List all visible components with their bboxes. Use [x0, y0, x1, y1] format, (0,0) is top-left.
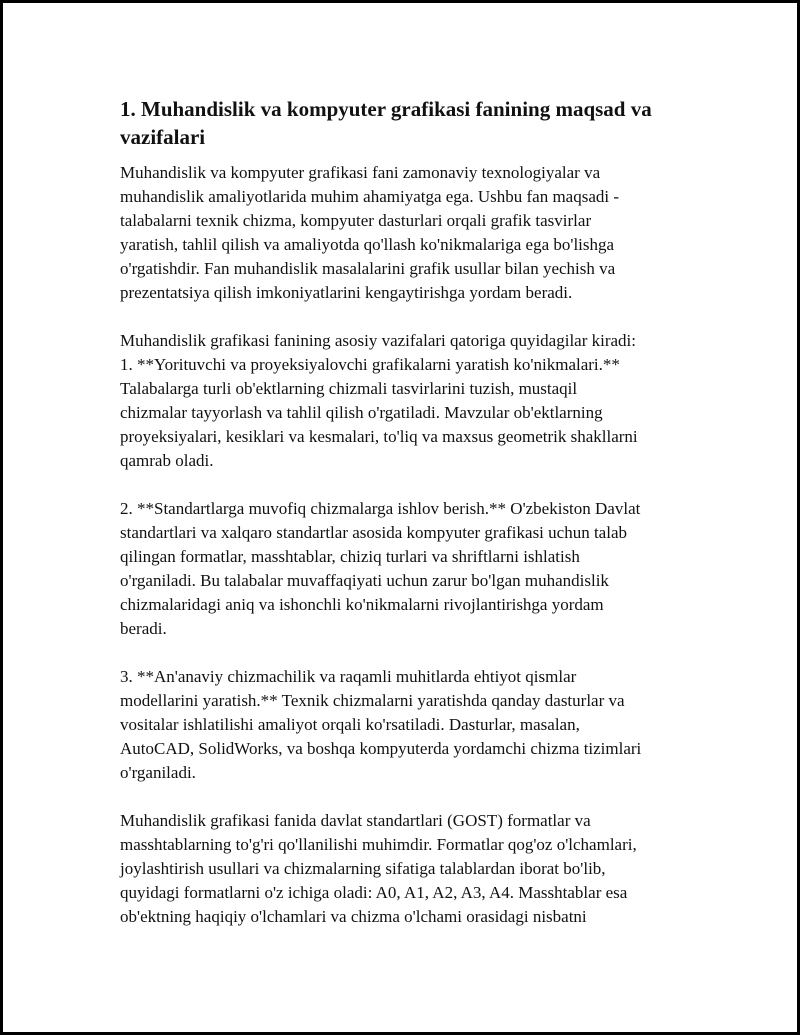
paragraph-intro: Muhandislik va kompyuter grafikasi fani zamonaviy texnologiyalar va muhandislik amaliyotlarida muhim ahamiyatga ega. Ushbu fan maqsadi - talabalarni texnik chizma, kompyuter dasturlari orqali grafik tasvirlar yaratish, tahlil qilish va amaliyotda qo'llash ko'nikmalariga ega bo'lishga o'rgatishdir. Fan muhandislik masalalarini grafik usullar bilan yechish va prezentatsiya qilish imkoniyatlarini kengaytirishga yordam beradi. — [120, 163, 620, 302]
paragraph-tasks-item-3: 3. **An'anaviy chizmachilik va raqamli muhitlarda ehtiyot qismlar modellarini yaratish.** Texnik chizmalarni yaratishda qanday dasturlar va vositalar ishlatilishi amaliyot orqali ko'rsatiladi. Dasturlar, masalan, AutoCAD, SolidWorks, va boshqa kompyuterda yordamchi chizma tizimlari o'rganiladi. — [120, 667, 642, 782]
paragraph-standards: Muhandislik grafikasi fanida davlat standartlari (GOST) formatlar va masshtablarning to'g'ri qo'llanilishi muhimdir. Formatlar qog'oz o'lchamlari, joylashtirish usullari va chizmalarning sifatiga talablardan iborat bo'lib, quyidagi formatlarni o'z ichiga oladi: A0, A1, A2, A3, A4. Masshtablar esa ob'ektning haqiqiy o'lchamlari va chizma o'lchami orasidagi nisbatni — [120, 811, 637, 926]
paragraph-tasks-item-2: 2. **Standartlarga muvofiq chizmalarga ishlov berish.** O'zbekiston Davlat standartlari va xalqaro standartlar asosida kompyuter grafikasi uchun talab qilingan formatlar, masshtablar, chiziq turlari va shriftlarni ishlatish o'rganiladi. Bu talabalar muvaffaqiyati uchun zarur bo'lgan muhandislik chizmalaridagi aniq va ishonchli ko'nikmalarni rivojlantirishga yordam beradi. — [120, 499, 641, 638]
document-body — [120, 95, 695, 929]
section-title: 1. Muhandislik va kompyuter grafikasi fanining maqsad va vazifalari — [120, 97, 652, 149]
paragraph-tasks-item-1: Muhandislik grafikasi fanining asosiy vazifalari qatoriga quyidagilar kiradi: 1. **Yorituvchi va proyeksiyalovchi grafikalarni yaratish ko'nikmalari.** Talabalarga turli ob'ektlarning chizmali tasvirlarini tuzish, mustaqil chizmalar tayyorlash va tahlil qilish o'rgatiladi. Mavzular ob'ektlarning proyeksiyalari, kesiklari va kesmalari, to'liq va maxsus geometrik shakllarni qamrab oladi. — [120, 331, 638, 470]
